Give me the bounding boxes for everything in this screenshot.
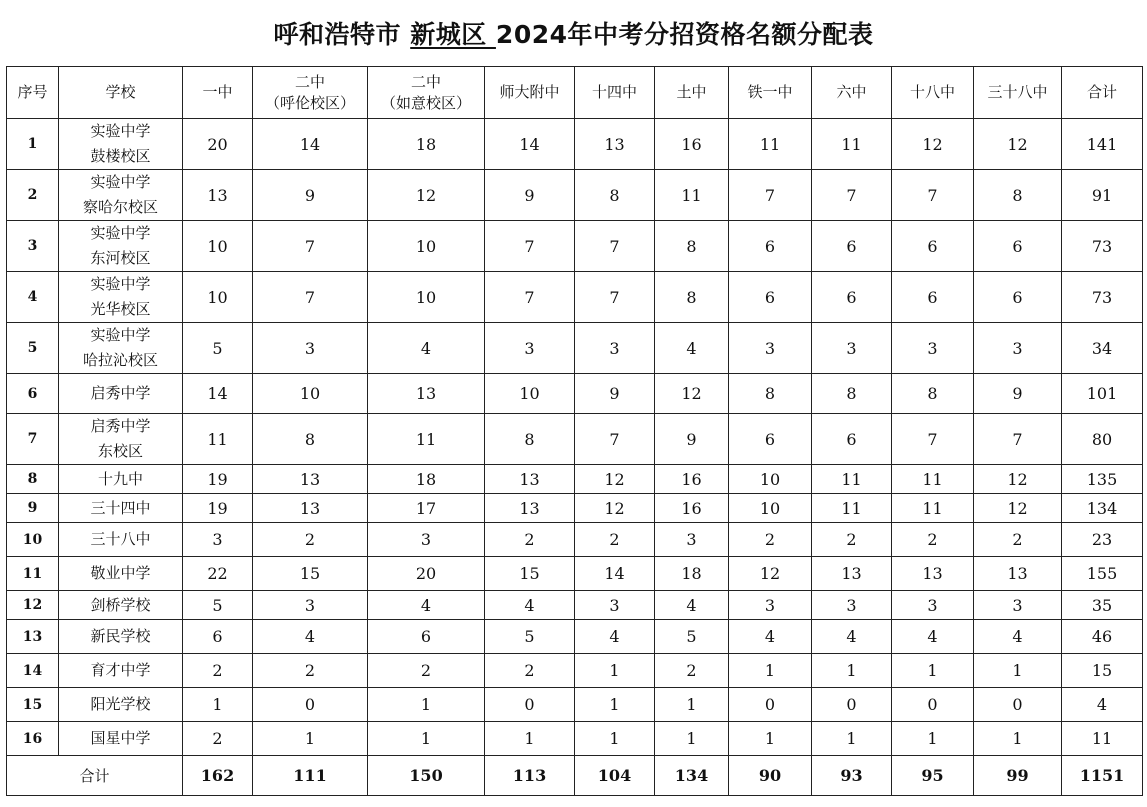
column-header (183, 67, 253, 119)
quota-cell: 6 (812, 221, 892, 272)
quota-cell: 11 (892, 465, 974, 494)
quota-cell: 13 (368, 374, 485, 414)
quota-cell: 7 (974, 414, 1062, 465)
quota-cell: 3 (892, 323, 974, 374)
quota-cell: 11 (729, 119, 812, 170)
quota-cell: 3 (974, 323, 1062, 374)
quota-cell: 2 (655, 654, 729, 688)
row-total-cell: 135 (1062, 465, 1143, 494)
column-header-line: 二中 (410, 72, 441, 91)
quota-cell: 13 (974, 557, 1062, 591)
quota-cell: 10 (729, 465, 812, 494)
column-header (7, 67, 59, 119)
column-total-cell: 111 (253, 756, 368, 796)
table-row (7, 688, 1143, 722)
column-total-cell: 162 (183, 756, 253, 796)
row-total-cell: 91 (1062, 170, 1143, 221)
table-row (7, 414, 1143, 465)
table-row (7, 654, 1143, 688)
quota-cell: 3 (253, 323, 368, 374)
column-total-cell: 95 (892, 756, 974, 796)
school-name (59, 688, 183, 722)
quota-cell: 16 (655, 465, 729, 494)
quota-cell: 0 (892, 688, 974, 722)
quota-cell: 1 (368, 688, 485, 722)
quota-cell: 4 (485, 591, 575, 620)
row-number: 11 (7, 557, 59, 591)
school-name-line: 实验中学 (90, 122, 151, 140)
row-total-cell: 101 (1062, 374, 1143, 414)
quota-cell: 0 (729, 688, 812, 722)
quota-cell: 9 (485, 170, 575, 221)
allocation-table (6, 66, 1143, 796)
quota-cell: 12 (368, 170, 485, 221)
quota-cell: 3 (892, 591, 974, 620)
quota-cell: 10 (368, 272, 485, 323)
quota-cell: 13 (812, 557, 892, 591)
school-name-line: 实验中学 (90, 275, 151, 293)
quota-cell: 3 (575, 591, 655, 620)
column-header-line: 序号 (17, 83, 48, 101)
quota-cell: 8 (729, 374, 812, 414)
column-header (485, 67, 575, 119)
column-header-line: 十八中 (909, 83, 955, 101)
table-row (7, 722, 1143, 756)
table-row (7, 465, 1143, 494)
quota-cell: 8 (892, 374, 974, 414)
table-row (7, 494, 1143, 523)
school-name-line: 察哈尔校区 (82, 198, 158, 216)
school-name-line: 鼓楼校区 (90, 147, 151, 165)
row-number: 10 (7, 523, 59, 557)
quota-cell: 6 (729, 272, 812, 323)
quota-cell: 12 (892, 119, 974, 170)
quota-cell: 11 (812, 465, 892, 494)
table-row (7, 272, 1143, 323)
quota-cell: 13 (253, 465, 368, 494)
school-name-line: 敬业中学 (90, 564, 151, 582)
quota-cell: 13 (575, 119, 655, 170)
quota-cell: 14 (485, 119, 575, 170)
column-header-line: 铁一中 (747, 83, 793, 101)
quota-cell: 2 (368, 654, 485, 688)
table-row (7, 323, 1143, 374)
row-total-cell: 34 (1062, 323, 1143, 374)
quota-cell: 3 (368, 523, 485, 557)
column-header (368, 67, 485, 119)
table-row (7, 374, 1143, 414)
quota-cell: 1 (655, 688, 729, 722)
quota-cell: 13 (253, 494, 368, 523)
quota-cell: 11 (655, 170, 729, 221)
column-header-line: 二中 (294, 72, 325, 91)
row-total-cell: 23 (1062, 523, 1143, 557)
quota-cell: 11 (368, 414, 485, 465)
column-header-line: 学校 (105, 83, 136, 101)
quota-cell: 4 (253, 620, 368, 654)
column-header-line: 十四中 (591, 83, 637, 101)
quota-cell: 10 (368, 221, 485, 272)
school-name-line: 启秀中学 (90, 417, 151, 435)
title-suffix: 2024年中考分招资格名额分配表 (495, 20, 874, 49)
quota-cell: 1 (575, 654, 655, 688)
row-number: 12 (7, 591, 59, 620)
quota-cell: 11 (892, 494, 974, 523)
quota-cell: 12 (655, 374, 729, 414)
quota-cell: 12 (974, 119, 1062, 170)
row-number: 14 (7, 654, 59, 688)
quota-cell: 18 (368, 465, 485, 494)
table-row (7, 620, 1143, 654)
quota-cell: 8 (655, 221, 729, 272)
row-total-cell: 4 (1062, 688, 1143, 722)
quota-cell: 5 (183, 591, 253, 620)
quota-cell: 1 (253, 722, 368, 756)
school-name-line: 新民学校 (90, 627, 151, 645)
quota-cell: 19 (183, 494, 253, 523)
quota-cell: 0 (485, 688, 575, 722)
quota-cell: 7 (892, 170, 974, 221)
quota-cell: 15 (253, 557, 368, 591)
column-header (892, 67, 974, 119)
row-total-cell: 134 (1062, 494, 1143, 523)
quota-cell: 8 (812, 374, 892, 414)
quota-cell: 8 (253, 414, 368, 465)
quota-cell: 9 (655, 414, 729, 465)
row-number: 7 (7, 414, 59, 465)
school-name-line: 光华校区 (90, 300, 151, 318)
school-name (59, 557, 183, 591)
table-row (7, 557, 1143, 591)
quota-cell: 7 (485, 272, 575, 323)
school-name-line: 阳光学校 (90, 695, 151, 713)
quota-cell: 14 (253, 119, 368, 170)
table-row (7, 119, 1143, 170)
quota-cell: 1 (655, 722, 729, 756)
quota-cell: 12 (575, 465, 655, 494)
quota-cell: 7 (575, 414, 655, 465)
table-row (7, 221, 1143, 272)
row-total-cell: 80 (1062, 414, 1143, 465)
quota-cell: 2 (485, 654, 575, 688)
row-total-cell: 15 (1062, 654, 1143, 688)
table-header (7, 67, 1143, 119)
quota-cell: 4 (368, 323, 485, 374)
column-header-line: 六中 (836, 83, 867, 101)
quota-cell: 12 (974, 494, 1062, 523)
quota-cell: 11 (812, 119, 892, 170)
quota-cell: 3 (812, 323, 892, 374)
title-district: 新城区 (410, 20, 496, 49)
quota-cell: 1 (729, 722, 812, 756)
quota-cell: 6 (729, 221, 812, 272)
quota-cell: 0 (253, 688, 368, 722)
quota-cell: 7 (485, 221, 575, 272)
quota-cell: 14 (183, 374, 253, 414)
quota-cell: 15 (485, 557, 575, 591)
row-number: 13 (7, 620, 59, 654)
quota-cell: 13 (485, 494, 575, 523)
quota-cell: 3 (729, 323, 812, 374)
quota-cell: 18 (368, 119, 485, 170)
quota-cell: 7 (253, 221, 368, 272)
quota-cell: 12 (729, 557, 812, 591)
row-total-cell: 155 (1062, 557, 1143, 591)
quota-cell: 3 (575, 323, 655, 374)
quota-cell: 3 (253, 591, 368, 620)
school-name (59, 170, 183, 221)
quota-cell: 2 (253, 654, 368, 688)
row-number: 15 (7, 688, 59, 722)
quota-cell: 3 (485, 323, 575, 374)
column-header-line: 师大附中 (499, 83, 560, 101)
school-name (59, 323, 183, 374)
row-total-cell: 73 (1062, 221, 1143, 272)
school-name-line: 东校区 (97, 442, 143, 460)
school-name (59, 374, 183, 414)
quota-cell: 8 (485, 414, 575, 465)
quota-cell: 2 (485, 523, 575, 557)
column-header (812, 67, 892, 119)
quota-cell: 4 (575, 620, 655, 654)
quota-cell: 6 (729, 414, 812, 465)
quota-cell: 4 (655, 323, 729, 374)
quota-cell: 1 (183, 688, 253, 722)
quota-cell: 7 (575, 221, 655, 272)
quota-cell: 1 (575, 722, 655, 756)
quota-cell: 7 (812, 170, 892, 221)
school-name (59, 591, 183, 620)
quota-cell: 2 (183, 722, 253, 756)
school-name-line: 育才中学 (90, 661, 151, 679)
row-number: 8 (7, 465, 59, 494)
school-name (59, 272, 183, 323)
column-header (974, 67, 1062, 119)
quota-cell: 6 (974, 221, 1062, 272)
quota-cell: 16 (655, 119, 729, 170)
quota-cell: 4 (368, 591, 485, 620)
quota-cell: 4 (974, 620, 1062, 654)
column-total-cell: 93 (812, 756, 892, 796)
quota-cell: 13 (183, 170, 253, 221)
quota-cell: 1 (812, 654, 892, 688)
school-name (59, 414, 183, 465)
row-number: 5 (7, 323, 59, 374)
quota-cell: 10 (729, 494, 812, 523)
quota-cell: 2 (729, 523, 812, 557)
quota-cell: 1 (729, 654, 812, 688)
quota-cell: 1 (974, 722, 1062, 756)
totals-label: 合计 (7, 756, 183, 796)
quota-cell: 1 (892, 654, 974, 688)
column-header (729, 67, 812, 119)
quota-cell: 9 (253, 170, 368, 221)
quota-cell: 3 (729, 591, 812, 620)
quota-cell: 18 (655, 557, 729, 591)
quota-cell: 2 (892, 523, 974, 557)
column-header-line: （呼伦校区） (264, 93, 355, 112)
quota-cell: 6 (812, 414, 892, 465)
school-name (59, 494, 183, 523)
column-total-cell: 1151 (1062, 756, 1143, 796)
quota-cell: 1 (368, 722, 485, 756)
school-name-line: 实验中学 (90, 224, 151, 242)
column-header-line: 合计 (1086, 83, 1117, 101)
row-number: 9 (7, 494, 59, 523)
quota-cell: 10 (183, 221, 253, 272)
school-name-line: 十九中 (97, 469, 143, 488)
column-header (1062, 67, 1143, 119)
quota-cell: 10 (183, 272, 253, 323)
column-total-cell: 104 (575, 756, 655, 796)
school-name (59, 620, 183, 654)
title-prefix: 呼和浩特市 (273, 20, 411, 49)
quota-cell: 12 (974, 465, 1062, 494)
table-body (7, 119, 1143, 796)
column-header (655, 67, 729, 119)
table-row (7, 591, 1143, 620)
school-name (59, 722, 183, 756)
quota-cell: 10 (253, 374, 368, 414)
quota-cell: 1 (575, 688, 655, 722)
quota-cell: 6 (892, 272, 974, 323)
school-name-line: 实验中学 (90, 326, 151, 344)
quota-cell: 16 (655, 494, 729, 523)
quota-cell: 6 (368, 620, 485, 654)
quota-cell: 2 (183, 654, 253, 688)
quota-cell: 2 (812, 523, 892, 557)
row-total-cell: 141 (1062, 119, 1143, 170)
table-row (7, 170, 1143, 221)
quota-cell: 1 (812, 722, 892, 756)
quota-cell: 4 (892, 620, 974, 654)
quota-cell: 20 (183, 119, 253, 170)
quota-cell: 3 (655, 523, 729, 557)
school-name-line: 实验中学 (90, 173, 151, 191)
school-name (59, 119, 183, 170)
school-name (59, 465, 183, 494)
quota-cell: 7 (729, 170, 812, 221)
quota-cell: 20 (368, 557, 485, 591)
quota-cell: 4 (655, 591, 729, 620)
quota-cell: 13 (485, 465, 575, 494)
totals-row (7, 756, 1143, 796)
quota-cell: 2 (575, 523, 655, 557)
column-header-line: （如意校区） (380, 93, 471, 112)
quota-cell: 22 (183, 557, 253, 591)
quota-cell: 9 (575, 374, 655, 414)
row-total-cell: 11 (1062, 722, 1143, 756)
school-name-line: 国星中学 (90, 729, 151, 747)
school-name-line: 哈拉沁校区 (82, 351, 158, 369)
quota-cell: 8 (974, 170, 1062, 221)
column-total-cell: 134 (655, 756, 729, 796)
school-name-line: 东河校区 (90, 249, 151, 267)
quota-cell: 6 (974, 272, 1062, 323)
quota-cell: 6 (812, 272, 892, 323)
quota-cell: 8 (575, 170, 655, 221)
quota-cell: 2 (974, 523, 1062, 557)
quota-cell: 11 (183, 414, 253, 465)
column-total-cell: 113 (485, 756, 575, 796)
column-total-cell: 99 (974, 756, 1062, 796)
quota-cell: 1 (974, 654, 1062, 688)
column-header-line: 三十八中 (987, 83, 1048, 101)
row-number: 2 (7, 170, 59, 221)
quota-cell: 7 (892, 414, 974, 465)
table-title (0, 18, 1147, 52)
row-number: 16 (7, 722, 59, 756)
school-name (59, 221, 183, 272)
column-total-cell: 150 (368, 756, 485, 796)
quota-cell: 5 (655, 620, 729, 654)
quota-cell: 6 (183, 620, 253, 654)
row-number: 6 (7, 374, 59, 414)
quota-cell: 4 (812, 620, 892, 654)
quota-cell: 1 (892, 722, 974, 756)
column-header-line: 一中 (202, 83, 233, 101)
row-total-cell: 46 (1062, 620, 1143, 654)
column-header (253, 67, 368, 119)
row-number: 1 (7, 119, 59, 170)
quota-cell: 12 (575, 494, 655, 523)
row-total-cell: 73 (1062, 272, 1143, 323)
quota-cell: 4 (729, 620, 812, 654)
column-header (575, 67, 655, 119)
school-name-line: 三十八中 (90, 530, 151, 548)
school-name (59, 654, 183, 688)
quota-cell: 0 (974, 688, 1062, 722)
school-name-line: 启秀中学 (90, 384, 151, 402)
quota-cell: 2 (253, 523, 368, 557)
column-header (59, 67, 183, 119)
row-total-cell: 35 (1062, 591, 1143, 620)
school-name (59, 523, 183, 557)
column-total-cell: 90 (729, 756, 812, 796)
table-row (7, 523, 1143, 557)
quota-cell: 5 (485, 620, 575, 654)
school-name-line: 三十四中 (90, 498, 151, 517)
school-name-line: 剑桥学校 (90, 595, 151, 614)
quota-cell: 0 (812, 688, 892, 722)
quota-cell: 11 (812, 494, 892, 523)
quota-cell: 10 (485, 374, 575, 414)
quota-cell: 3 (183, 523, 253, 557)
quota-cell: 17 (368, 494, 485, 523)
quota-cell: 14 (575, 557, 655, 591)
quota-cell: 19 (183, 465, 253, 494)
quota-cell: 7 (253, 272, 368, 323)
quota-cell: 13 (892, 557, 974, 591)
column-header-line: 土中 (676, 83, 707, 101)
quota-cell: 3 (974, 591, 1062, 620)
quota-cell: 9 (974, 374, 1062, 414)
row-number: 4 (7, 272, 59, 323)
row-number: 3 (7, 221, 59, 272)
quota-cell: 5 (183, 323, 253, 374)
quota-cell: 7 (575, 272, 655, 323)
quota-cell: 1 (485, 722, 575, 756)
quota-cell: 3 (812, 591, 892, 620)
quota-cell: 8 (655, 272, 729, 323)
quota-cell: 6 (892, 221, 974, 272)
